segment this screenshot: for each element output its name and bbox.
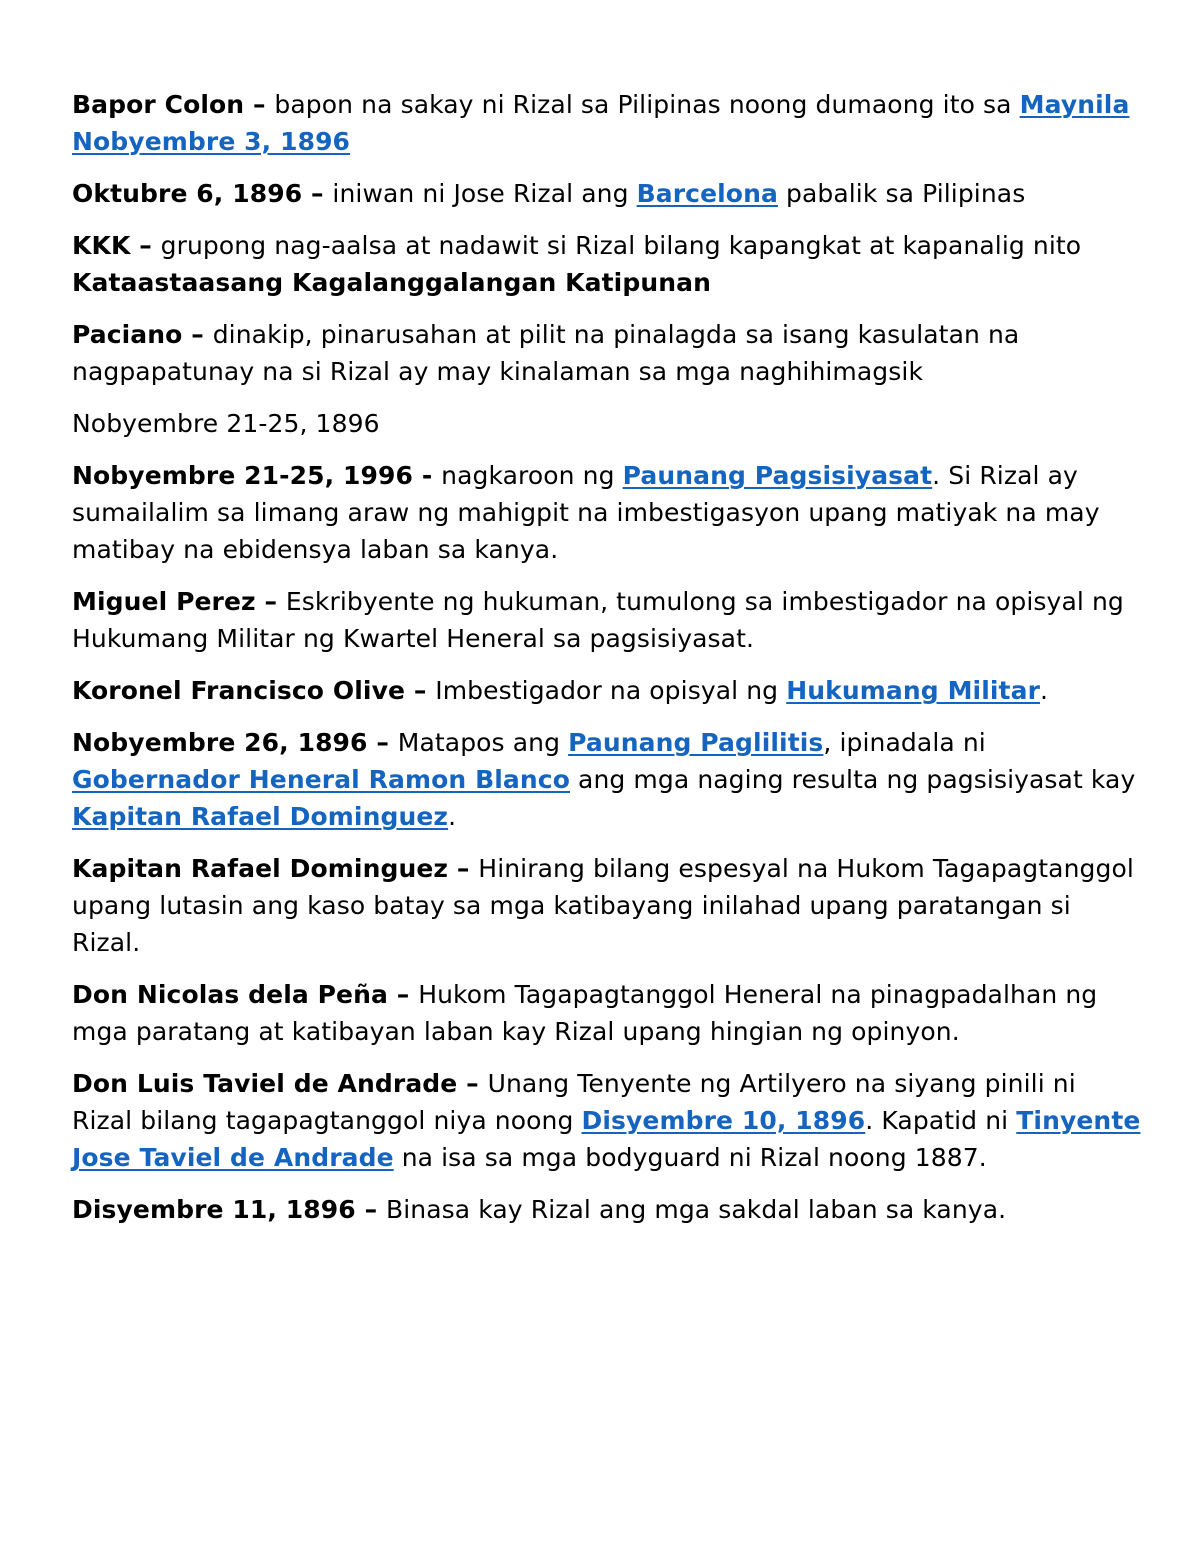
entry-text: Eskribyente ng hukuman, tumulong sa imbestigador na opisyal ng Hukumang Militar ng Kwartel Heneral sa pagsisiyasat.	[72, 587, 1124, 653]
entry-katipunan-full-name	[72, 264, 1142, 301]
entry-text: Binasa kay Rizal ang mga sakdal laban sa kanya.	[385, 1195, 1007, 1224]
entry-paciano: Paciano – dinakip, pinarusahan at pilit na pinalagda sa isang kasulatan na nagpapatunay na si Rizal ay may kinalaman sa mga naghihimagsik	[72, 320, 1020, 386]
entry-text: Imbestigador na opisyal ng	[435, 676, 787, 705]
entry-nobyembre-21-25-1996: Nobyembre 21-25, 1996 - nagkaroon ng Paunang Pagsisiyasat. Si Rizal ay sumailalim sa limang araw ng mahigpit na imbestigasyon upang matiyak na may matibay na ebidensya laban sa kanya.	[72, 461, 1100, 564]
entry-text: iniwan ni Jose Rizal ang	[332, 179, 637, 208]
entry-don-nicolas-dela-pena: Don Nicolas dela Peña – Hukom Tagapagtanggol Heneral na pinagpadalhan ng mga paratang at katibayan laban kay Rizal upang hingian ng opinyon.	[72, 980, 1098, 1046]
entry-text: Unang Tenyente ng Artilyero na siyang pinili ni Rizal bilang tagapagtanggol niya noong	[72, 1069, 1076, 1135]
entry-don-luis-taviel-de-andrade: Don Luis Taviel de Andrade – Unang Tenyente ng Artilyero na siyang pinili ni Rizal bilang tagapagtanggol niya noong Disyembre 10, 1896. Kapatid ni Tinyente Jose Taviel de Andrade na isa sa mga bodyguard ni Rizal noong 1887.	[72, 1069, 1141, 1172]
entry-term: Don Nicolas dela Peña	[72, 980, 388, 1009]
entry-text: ang mga naging resulta ng pagsisiyasat kay	[570, 765, 1136, 794]
entry-koronel-francisco-olive: Koronel Francisco Olive – Imbestigador na opisyal ng Hukumang Militar.	[72, 676, 1049, 705]
link-kapitan-rafael-dominguez[interactable]: Kapitan Rafael Dominguez	[72, 802, 449, 831]
link-maynila-nobyembre-3-1896[interactable]: Maynila Nobyembre 3, 1896	[72, 90, 1130, 156]
entry-term: Disyembre 11, 1896	[72, 1195, 356, 1224]
entry-text: . Kapatid ni	[865, 1106, 1017, 1135]
entry-oktubre-6-1896: Oktubre 6, 1896 – iniwan ni Jose Rizal ang Barcelona pabalik sa Pilipinas	[72, 179, 1026, 208]
entry-nobyembre-26-1896: Nobyembre 26, 1896 – Matapos ang Paunang Paglilitis, ipinadala ni Gobernador Heneral Ramon Blanco ang mga naging resulta ng pagsisiyasat kay Kapitan Rafael Dominguez.	[72, 728, 1136, 831]
entry-text: dinakip, pinarusahan at pilit na pinalagda sa isang kasulatan na nagpapatunay na si Rizal ay may kinalaman sa mga naghihimagsik	[72, 320, 1020, 386]
entry-kkk: KKK – grupong nag-aalsa at nadawit si Rizal bilang kapangkat at kapanalig nito	[72, 231, 1082, 260]
entry-term: Miguel Perez	[72, 587, 256, 616]
entry-text: bapon na sakay ni Rizal sa Pilipinas noong dumaong ito sa	[274, 90, 1020, 119]
entry-disyembre-11-1896: Disyembre 11, 1896 – Binasa kay Rizal ang mga sakdal laban sa kanya.	[72, 1195, 1007, 1224]
entry-text: nagkaroon ng	[441, 461, 623, 490]
entry-term: Nobyembre 26, 1896	[72, 728, 368, 757]
entry-term: Oktubre 6, 1896	[72, 179, 303, 208]
link-disyembre-10-1896[interactable]: Disyembre 10, 1896	[581, 1106, 866, 1135]
entry-nobyembre-21-25-1896	[72, 405, 1142, 442]
entry-text: Nobyembre 21-25, 1896	[72, 409, 380, 438]
link-tinyente-jose-taviel-de-andrade[interactable]: Tinyente Jose Taviel de Andrade	[72, 1106, 1141, 1172]
entry-text: pabalik sa Pilipinas	[777, 179, 1026, 208]
entry-text: na isa sa mga bodyguard ni Rizal noong 1887.	[393, 1143, 987, 1172]
entry-text: grupong nag-aalsa at nadawit si Rizal bilang kapangkat at kapanalig nito	[160, 231, 1082, 260]
entry-kapitan-rafael-dominguez: Kapitan Rafael Dominguez – Hinirang bilang espesyal na Hukom Tagapagtanggol upang lutasin ang kaso batay sa mga katibayang inilahad upang paratangan si Rizal.	[72, 854, 1134, 957]
link-gobernador-heneral-ramon-blanco[interactable]: Gobernador Heneral Ramon Blanco	[72, 765, 570, 794]
entry-term: Kataastaasang Kagalanggalangan Katipunan	[72, 268, 711, 297]
entry-term: Nobyembre 21-25, 1996	[72, 461, 414, 490]
link-hukumang-militar[interactable]: Hukumang Militar	[786, 676, 1041, 705]
entry-bapor-colon: Bapor Colon – bapon na sakay ni Rizal sa Pilipinas noong dumaong ito sa Maynila Nobyembre 3, 1896	[72, 90, 1130, 156]
entry-text: Matapos ang	[397, 728, 569, 757]
link-paunang-paglilitis[interactable]: Paunang Paglilitis	[568, 728, 824, 757]
entry-miguel-perez: Miguel Perez – Eskribyente ng hukuman, tumulong sa imbestigador na opisyal ng Hukumang Militar ng Kwartel Heneral sa pagsisiyasat.	[72, 587, 1124, 653]
entry-term: Paciano	[72, 320, 183, 349]
entry-term: Bapor Colon	[72, 90, 245, 119]
entry-text: . Si Rizal ay sumailalim sa limang araw ng mahigpit na imbestigasyon upang matiyak na may matibay na ebidensya laban sa kanya.	[72, 461, 1100, 564]
link-barcelona[interactable]: Barcelona	[636, 179, 778, 208]
entry-term: Koronel Francisco Olive	[72, 676, 406, 705]
entry-term: Don Luis Taviel de Andrade	[72, 1069, 458, 1098]
entry-text: .	[448, 802, 457, 831]
link-paunang-pagsisiyasat[interactable]: Paunang Pagsisiyasat	[622, 461, 933, 490]
entry-text: Hinirang bilang espesyal na Hukom Tagapagtanggol upang lutasin ang kaso batay sa mga katibayang inilahad upang paratangan si Rizal.	[72, 854, 1134, 957]
entry-text: .	[1040, 676, 1049, 705]
entry-text: , ipinadala ni	[823, 728, 986, 757]
document-page	[72, 86, 1142, 1243]
entry-term: KKK	[72, 231, 131, 260]
entry-term: Kapitan Rafael Dominguez	[72, 854, 449, 883]
entry-text: Hukom Tagapagtanggol Heneral na pinagpadalhan ng mga paratang at katibayan laban kay Rizal upang hingian ng opinyon.	[72, 980, 1098, 1046]
